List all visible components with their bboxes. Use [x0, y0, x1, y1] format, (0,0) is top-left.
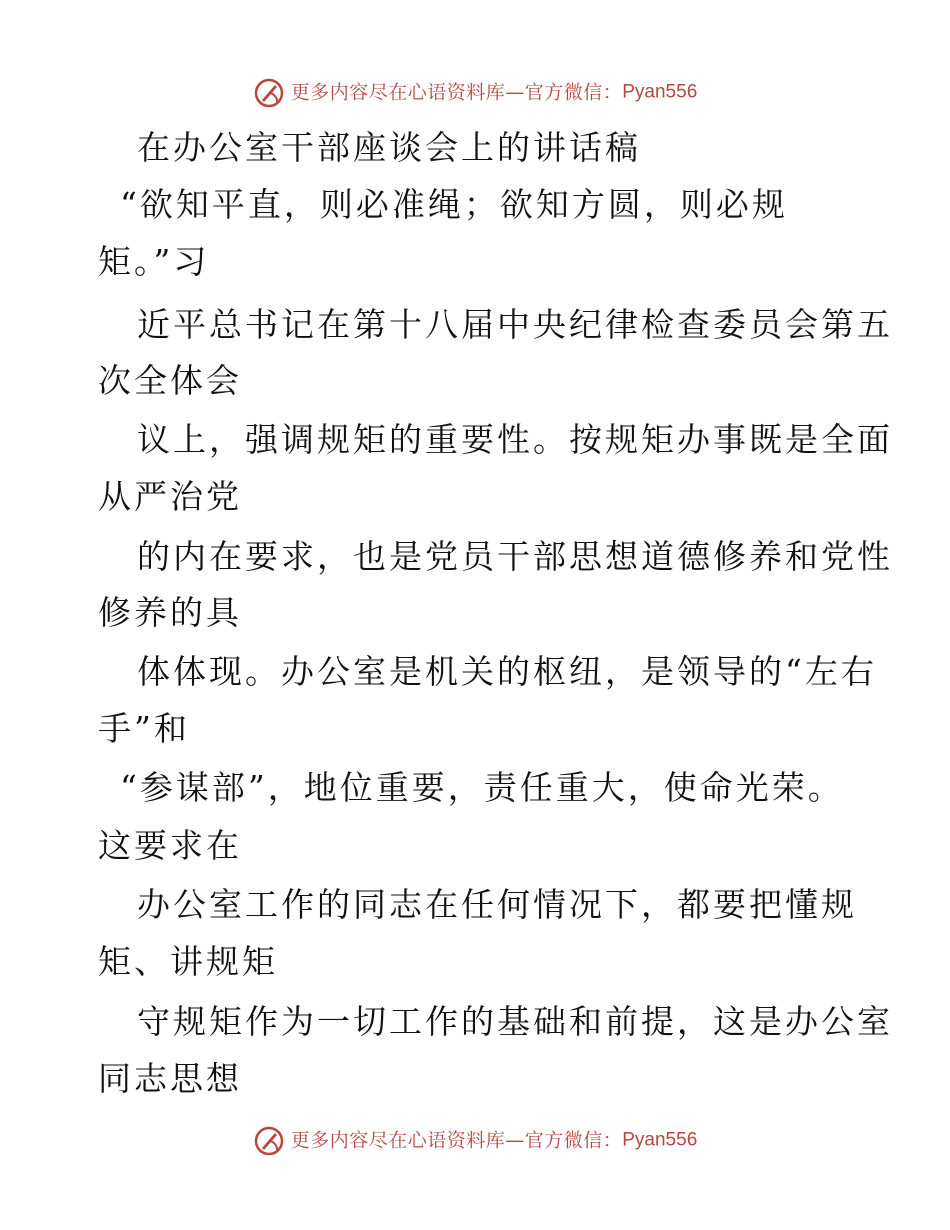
watermark-text: 更多内容尽在心语资料库—官方微信：: [290, 81, 623, 104]
watermark-wechat-id: Pyan556: [622, 1129, 698, 1151]
text-line: 近平总书记在第十八届中央纪律检查委员会第五: [137, 305, 893, 344]
text-line: 手”和: [98, 709, 190, 748]
text-line: 体体现。办公室是机关的枢纽，是领导的“左右: [137, 652, 877, 691]
text-line: 办公室工作的同志在任何情况下，都要把懂规: [137, 885, 857, 924]
text-line: “参谋部”，地位重要，责任重大，使命光荣。: [120, 768, 844, 807]
text-line: 守规矩作为一切工作的基础和前提，这是办公室: [137, 1002, 893, 1041]
watermark-wechat-id: Pyan556: [622, 81, 698, 103]
text-line: 矩、讲规矩: [98, 942, 278, 981]
text-line: 的内在要求，也是党员干部思想道德修养和党性: [137, 537, 893, 576]
header-watermark: [0, 72, 950, 112]
watermark-text: 更多内容尽在心语资料库—官方微信：: [290, 1129, 623, 1152]
text-line: 次全体会: [98, 361, 242, 400]
text-line: 议上，强调规矩的重要性。按规矩办事既是全面: [137, 420, 893, 459]
text-line: 修养的具: [98, 593, 242, 632]
text-line: 从严治党: [98, 477, 242, 516]
text-line: 这要求在: [98, 826, 242, 865]
document-title: 在办公室干部座谈会上的讲话稿: [137, 128, 641, 167]
quill-logo-icon: [253, 1125, 285, 1157]
quill-logo-icon: [253, 77, 285, 109]
text-line: 同志思想: [98, 1059, 242, 1098]
text-line: 矩。”习: [98, 242, 210, 281]
footer-watermark: [0, 1120, 950, 1160]
text-line: “欲知平直，则必准绳；欲知方圆，则必规: [120, 185, 788, 224]
